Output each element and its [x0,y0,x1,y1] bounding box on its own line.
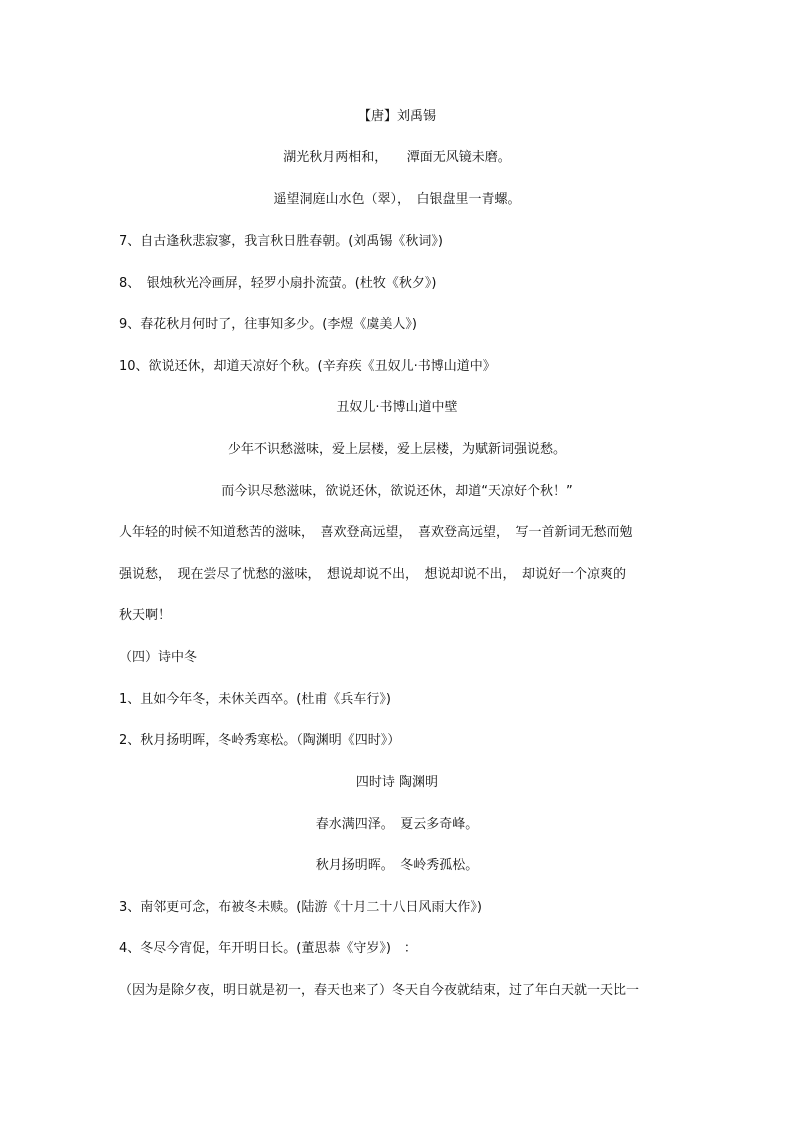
poem-line: 遥望洞庭山水色（翠）， 白银盘里一青螺。 [273,192,521,207]
paragraph-line: 人年轻的时候不知道愁苦的滋味， 喜欢登高远望， 喜欢登高远望， 写一首新词无愁而勉 [119,525,633,540]
list-item: 3、南邻更可念，布被冬未赎。(陆游《十月二十八日风雨大作》) [119,900,482,915]
poem-line: 少年不识愁滋味，爱上层楼，爱上层楼，为赋新词强说愁。 [227,442,566,457]
paragraph-line: 强说愁， 现在尝尽了忧愁的滋味， 想说却说不出， 想说却说不出， 却说好一个凉爽的 [119,567,627,582]
poem-line: 湖光秋月两相和， 潭面无风镜未磨。 [283,150,511,165]
poem-title: 丑奴儿·书博山道中壁 [336,400,458,415]
list-item: 2、秋月扬明晖，冬岭秀寒松。（陶渊明《四时》） [119,733,401,748]
list-item: 7、自古逢秋悲寂寥，我言秋日胜春朝。(刘禹锡《秋词》) [119,234,443,249]
list-item: 9、春花秋月何时了，往事知多少。(李煜《虞美人》) [119,317,417,332]
poem-line: 秋月扬明晖。 冬岭秀孤松。 [315,858,479,873]
section-heading: （四）诗中冬 [119,650,198,665]
poem-title: 四时诗 陶渊明 [355,775,439,790]
list-item: 1、且如今年冬，未休关西卒。(杜甫《兵车行》) [119,692,391,707]
poem-line: 春水满四泽。 夏云多奇峰。 [315,817,479,832]
list-item: 10、欲说还休，却道天凉好个秋。(辛弃疾《丑奴儿·书博山道中》 [119,359,496,374]
poem-line: 而今识尽愁滋味，欲说还休，欲说还休，却道“天凉好个秋！” [221,484,573,499]
paragraph-line: 秋天啊！ [119,608,172,623]
list-item: 4、冬尽今宵促，年开明日长。(董思恭《守岁》) ： [119,941,417,956]
paragraph-line: （因为是除夕夜，明日就是初一，春天也来了）冬天自今夜就结束，过了年白天就一天比一 [119,983,640,998]
poem-author: 【唐】刘禹锡 [357,109,436,124]
list-item: 8、 银烛秋光冷画屏，轻罗小扇扑流萤。(杜牧《秋夕》) [119,276,437,291]
